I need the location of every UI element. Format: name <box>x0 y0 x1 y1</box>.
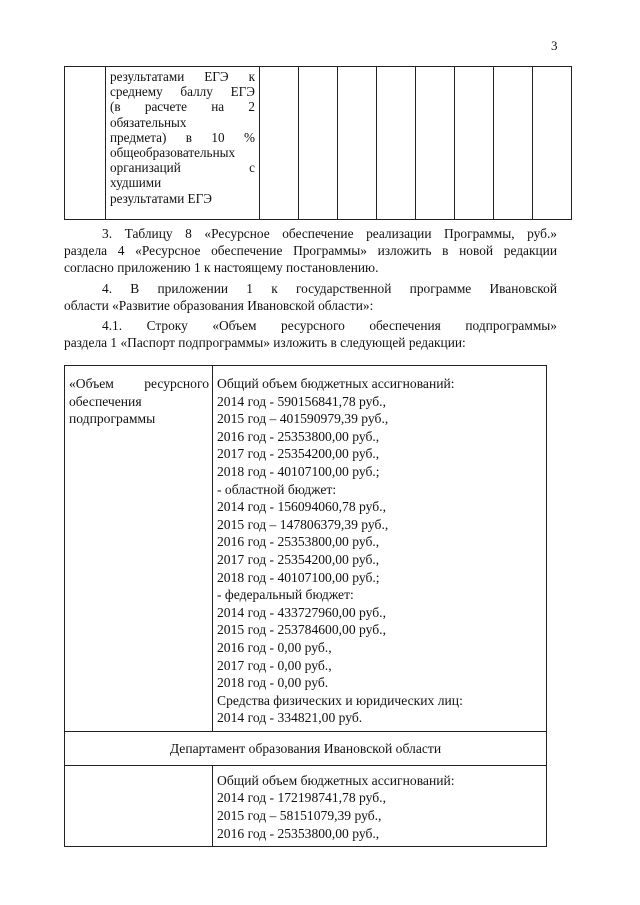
resource-table <box>64 365 547 847</box>
indicator-line: результатами ЕГЭ к <box>110 69 255 84</box>
funding-line: - федеральный бюджет: <box>217 587 354 603</box>
funding-line: 2017 год - 25354200,00 руб., <box>217 446 380 462</box>
table-cell-empty <box>299 67 338 220</box>
resource-label-line: «Объем ресурсного <box>69 376 209 391</box>
funding-line: 2018 год - 40107100,00 руб.; <box>217 569 380 585</box>
table-cell-empty <box>338 67 377 220</box>
department-heading: Департамент образования Ивановской области <box>65 731 547 765</box>
table-cell-index <box>65 67 106 220</box>
table-cell-empty <box>455 67 494 220</box>
paragraph-4-1-line-2: раздела 1 «Паспорт подпрограммы» изложить в следующей редакции: <box>64 335 466 350</box>
table-cell-empty <box>494 67 533 220</box>
funding-line: 2018 год - 40107100,00 руб.; <box>217 463 380 479</box>
funding-line: Общий объем бюджетных ассигнований: <box>217 772 455 788</box>
table-cell-empty <box>260 67 299 220</box>
funding-line: - областной бюджет: <box>217 481 337 497</box>
table-cell-empty <box>416 67 455 220</box>
funding-line: 2016 год - 0,00 руб., <box>217 639 332 655</box>
resource-values-cell <box>213 366 547 732</box>
funding-line: 2014 год - 172198741,78 руб., <box>217 790 386 806</box>
funding-line: Средства физических и юридических лиц: <box>217 692 463 708</box>
funding-line: 2017 год - 0,00 руб., <box>217 657 332 673</box>
indicator-line: среднему баллу ЕГЭ <box>110 84 255 100</box>
funding-line: 2015 год – 58151079,39 руб., <box>217 808 382 824</box>
funding-line: 2014 год - 433727960,00 руб., <box>217 604 386 620</box>
indicator-line: организаций с <box>110 160 255 176</box>
funding-line: 2014 год - 156094060,78 руб., <box>217 499 386 515</box>
paragraph-3-line-3: согласно приложению 1 к настоящему постановлению. <box>64 260 379 275</box>
resource-label-line: подпрограммы <box>69 411 156 427</box>
paragraph-3-line-1: 3. Таблицу 8 «Ресурсное обеспечение реализации Программы, руб.» <box>102 226 557 241</box>
funding-line: 2018 год - 0,00 руб. <box>217 675 329 691</box>
table-cell-empty <box>65 765 213 846</box>
table-cell-empty <box>377 67 416 220</box>
indicator-line: (в расчете на 2 <box>110 99 255 115</box>
funding-line: 2016 год - 25353800,00 руб., <box>217 534 380 550</box>
indicator-line: результатами ЕГЭ <box>110 190 212 206</box>
table-row <box>65 731 547 765</box>
funding-line: 2015 год – 147806379,39 руб., <box>217 516 389 532</box>
indicator-line: общеобразовательных <box>110 145 236 161</box>
funding-line: 2015 год – 401590979,39 руб., <box>217 411 389 427</box>
page-number: 3 <box>551 38 558 53</box>
paragraph-4-1-line-1: 4.1. Строку «Объем ресурсного обеспечения подпрограммы» <box>102 318 557 333</box>
funding-line: 2016 год - 25353800,00 руб., <box>217 825 380 841</box>
funding-line: 2016 год - 25353800,00 руб., <box>217 428 380 444</box>
indicator-line: предмета) в 10 % <box>110 129 255 145</box>
table-row <box>65 366 547 732</box>
indicator-line: худшими <box>110 175 162 191</box>
resource-label-cell <box>65 366 213 732</box>
department-values-cell <box>213 765 547 846</box>
table-row <box>65 765 547 846</box>
funding-line: Общий объем бюджетных ассигнований: <box>217 376 455 391</box>
indicator-line: обязательных <box>110 114 187 130</box>
indicator-table-continuation <box>64 66 572 220</box>
funding-line: 2017 год - 25354200,00 руб., <box>217 551 380 567</box>
paragraph-3-line-2: раздела 4 «Ресурсное обеспечение Программы» изложить в новой редакции <box>64 243 557 258</box>
paragraph-4-line-2: области «Развитие образования Ивановской области»: <box>64 298 374 313</box>
funding-line: 2015 год - 253784600,00 руб., <box>217 622 386 638</box>
table-row <box>65 67 572 220</box>
funding-line: 2014 год - 334821,00 руб. <box>217 710 363 726</box>
paragraph-4-line-1: 4. В приложении 1 к государственной программе Ивановской <box>102 281 557 296</box>
resource-label-line: обеспечения <box>69 393 142 409</box>
table-cell-empty <box>533 67 572 220</box>
table-cell-indicator <box>106 67 260 220</box>
funding-line: 2014 год - 590156841,78 руб., <box>217 393 386 409</box>
